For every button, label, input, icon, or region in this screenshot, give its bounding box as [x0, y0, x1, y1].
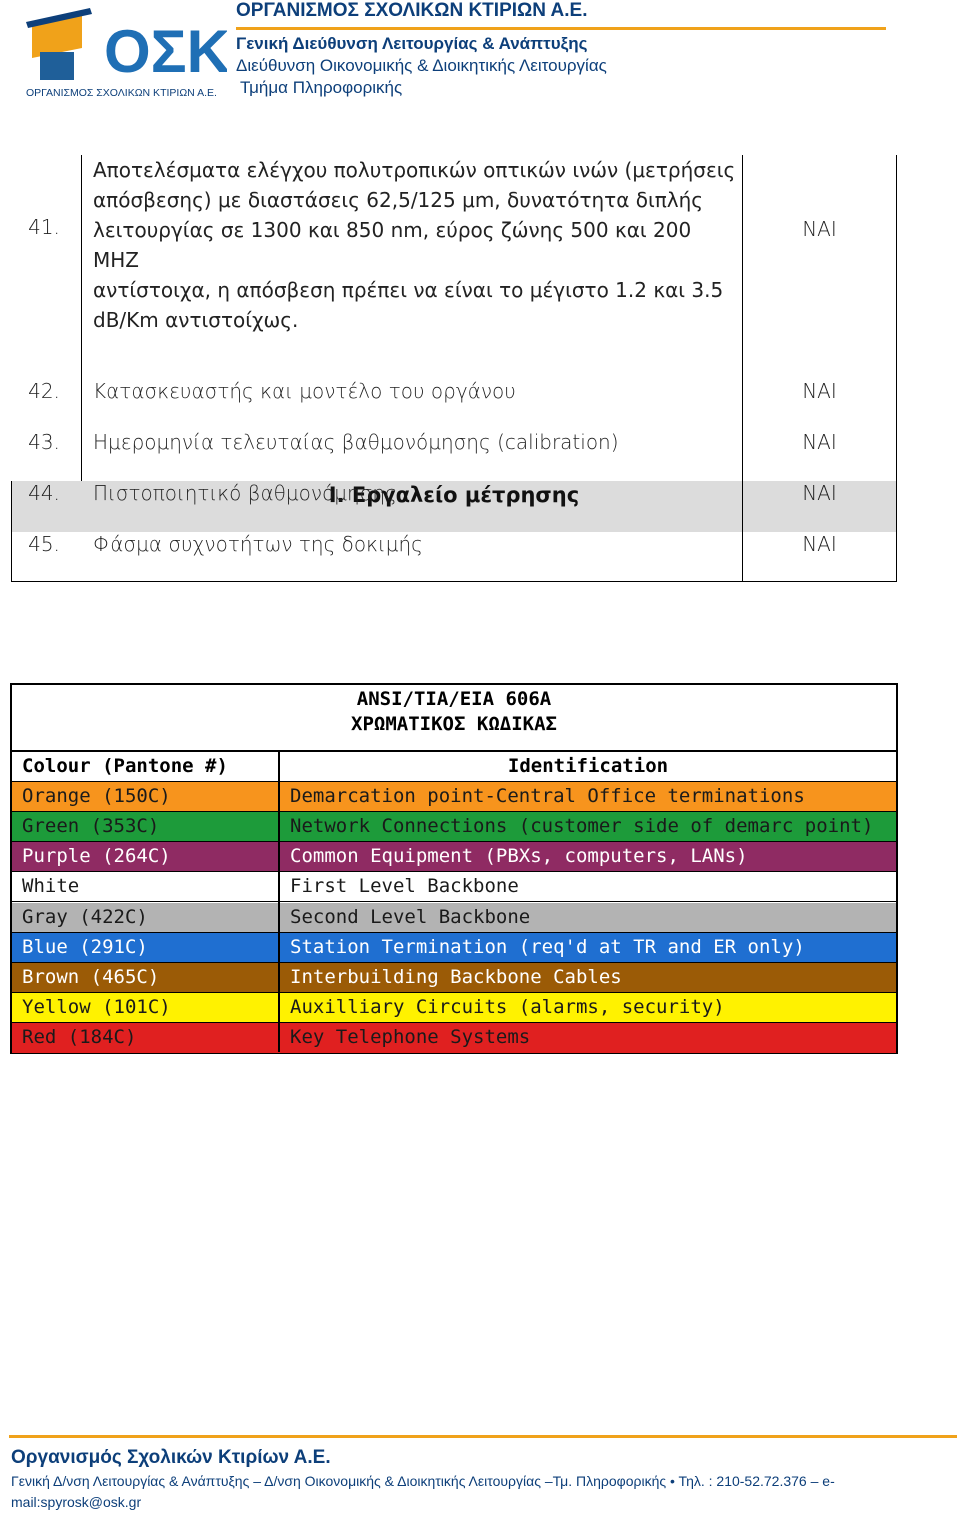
item-text: Φάσμα συχνοτήτων της δοκιμής — [93, 532, 423, 556]
table-row — [12, 812, 896, 842]
logo-caption: ΟΡΓΑΝΙΣΜΟΣ ΣΧΟΛΙΚΩΝ ΚΤΙΡΙΩΝ Α.Ε. — [26, 87, 217, 99]
item-41-text — [93, 155, 743, 335]
colour-cell: Purple (264C) — [22, 845, 171, 868]
item-number: 44. — [28, 481, 60, 505]
colour-cell: White — [22, 875, 80, 898]
colour-cell: Yellow (101C) — [22, 995, 171, 1018]
identification-cell: Key Telephone Systems — [290, 1025, 531, 1048]
text-line: αντίστοιχα, η απόσβεση πρέπει να είναι το μέγιστο 1.2 και 3.5 — [93, 278, 724, 302]
grid-line — [11, 581, 897, 582]
item-text: Πιστοποιητικό βαθμονόμησης — [93, 481, 397, 505]
header-accent-bar — [236, 27, 886, 30]
table-row — [12, 1023, 896, 1053]
item-text: Κατασκευαστής και μοντέλο του οργάνου — [93, 379, 516, 403]
footer-email[interactable]: mail:spyrosk@osk.gr — [11, 1494, 142, 1510]
item-number: 45. — [28, 532, 60, 556]
column-divider — [278, 751, 280, 1052]
identification-cell: Auxilliary Circuits (alarms, security) — [290, 995, 725, 1018]
colour-cell: Gray (422C) — [22, 905, 148, 928]
identification-cell: Network Connections (customer side of demarc point) — [290, 815, 874, 838]
footer-accent-bar — [9, 1435, 957, 1438]
grid-line — [81, 155, 82, 481]
item-answer: ΝΑΙ — [802, 532, 837, 556]
item-answer: ΝΑΙ — [802, 379, 837, 403]
table-title-line: ΧΡΩΜΑΤΙΚΟΣ ΚΩΔΙΚΑΣ — [351, 713, 557, 735]
colour-cell: Orange (150C) — [22, 785, 171, 808]
color-code-table — [10, 683, 898, 1054]
item-number: 41. — [28, 215, 60, 239]
item-number: 42. — [28, 379, 60, 403]
table-title-line: ANSI/TIA/EIA 606A — [356, 688, 552, 710]
table-title — [12, 685, 896, 751]
colour-cell: Blue (291C) — [22, 935, 148, 958]
osk-logo — [22, 8, 227, 100]
directorate: Γενική Διεύθυνση Λειτουργίας & Ανάπτυξης — [236, 34, 588, 53]
item-answer: ΝΑΙ — [802, 217, 837, 241]
division: Διεύθυνση Οικονομικής & Διοικητικής Λειτουργίας — [236, 56, 607, 75]
item-answer: ΝΑΙ — [802, 430, 837, 454]
table-row — [12, 993, 896, 1023]
table-header-row — [12, 752, 896, 782]
svg-text:ΟΣΚ: ΟΣΚ — [104, 18, 227, 85]
org-name: ΟΡΓΑΝΙΣΜΟΣ ΣΧΟΛΙΚΩΝ ΚΤΙΡΙΩΝ Α.Ε. — [236, 0, 588, 21]
identification-cell: Second Level Backbone — [290, 905, 531, 928]
text-line: Αποτελέσματα ελέγχου πολυτροπικών οπτικών ινών (μετρήσεις — [93, 158, 736, 182]
text-line: απόσβεσης) με διαστάσεις 62,5/125 μm, δυνατότητα διπλής — [93, 188, 704, 212]
colour-cell: Brown (465C) — [22, 965, 160, 988]
column-header-colour: Colour (Pantone #) — [22, 755, 228, 777]
department: Τμήμα Πληροφορικής — [240, 78, 403, 97]
identification-cell: Interbuilding Backbone Cables — [290, 965, 622, 988]
requirements-table — [11, 155, 897, 582]
table-row — [12, 872, 896, 902]
table-row — [12, 782, 896, 812]
table-row — [12, 842, 896, 872]
footer-contact: Γενική Δ/νση Λειτουργίας & Ανάπτυξης – Δ/νση Οικονομικής & Διοικητικής Λειτουργίας –Τμ. Πληροφορικής • Τηλ. : 210-52.72.376 – e- — [11, 1473, 835, 1489]
colour-cell: Red (184C) — [22, 1025, 137, 1048]
identification-cell: Common Equipment (PBXs, computers, LANs) — [290, 845, 748, 868]
identification-cell: Station Termination (req'd at TR and ER only) — [290, 935, 805, 958]
item-number: 43. — [28, 430, 60, 454]
table-row — [12, 933, 896, 963]
identification-cell: First Level Backbone — [290, 875, 519, 898]
text-line: λειτουργίας σε 1300 και 850 nm, εύρος ζώνης 500 και 200 MHZ — [93, 218, 692, 272]
identification-cell: Demarcation point-Central Office terminations — [290, 785, 805, 808]
item-text: Ημερομηνία τελευταίας βαθμονόμησης (calibration) — [93, 430, 619, 454]
table-row — [12, 903, 896, 933]
item-answer: ΝΑΙ — [802, 481, 837, 505]
text-line: dB/Km αντιστοίχως. — [93, 308, 299, 332]
section-title: Ι. Εργαλείο μέτρησης — [328, 483, 580, 507]
colour-cell: Green (353C) — [22, 815, 160, 838]
footer-title: Οργανισμός Σχολικών Κτιρίων Α.Ε. — [11, 1447, 331, 1468]
column-header-identification: Identification — [507, 755, 669, 777]
table-row — [12, 963, 896, 993]
